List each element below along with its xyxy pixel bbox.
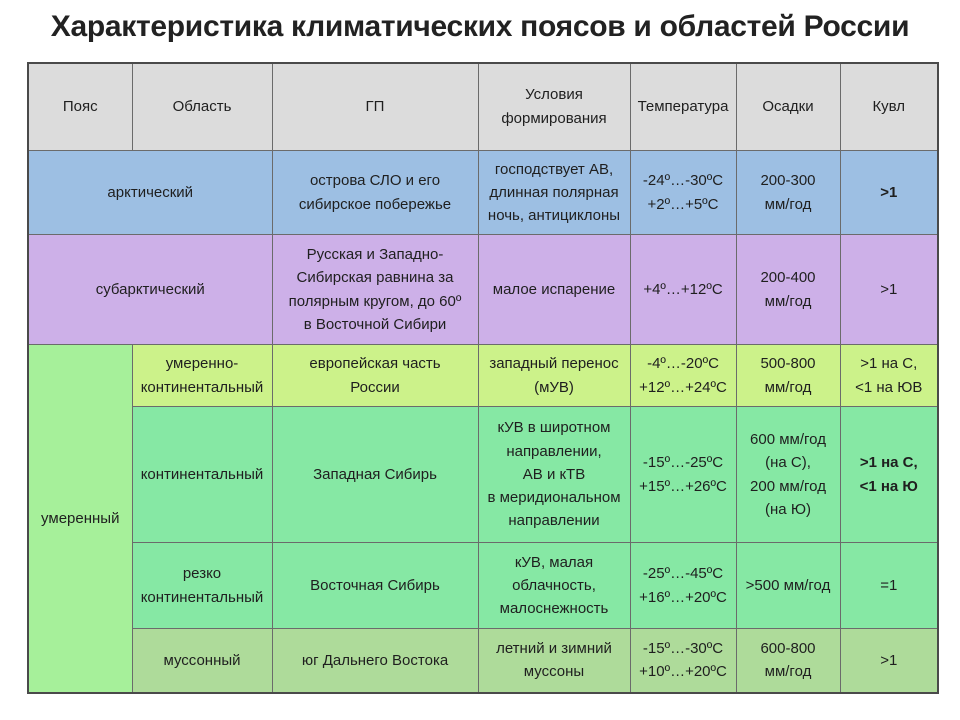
k-cell <box>840 543 938 629</box>
cell-line: малоснежность <box>499 600 609 618</box>
cell-line: >1 на С, <box>860 355 918 373</box>
cell-line: <1 на Ю <box>859 477 918 495</box>
cell-line: Западная Сибирь <box>313 465 437 483</box>
k-cell <box>840 407 938 543</box>
cell-line: 200 мм/год <box>750 477 826 495</box>
cell-line: острова СЛО и его <box>309 172 441 190</box>
cell-line: ночь, антициклоны <box>487 207 621 225</box>
cell-line: Восточная Сибирь <box>310 576 440 594</box>
cell-line: -15º…-25ºС <box>642 454 724 472</box>
zone-cell: арктический <box>28 151 272 235</box>
cell-line: >1 <box>880 651 898 669</box>
cell-line: длинная полярная <box>489 183 619 201</box>
cell-line: -24º…-30ºС <box>642 172 724 190</box>
table-row <box>28 235 938 345</box>
zone-cell: субарктический <box>28 235 272 345</box>
cell-line: России <box>350 378 400 396</box>
cell-line: Сибирская равнина за <box>296 269 454 287</box>
table-row <box>28 151 938 235</box>
cell-line: муссоны <box>523 663 585 681</box>
cell-line: мм/год <box>764 663 812 681</box>
gp-cell <box>272 629 478 693</box>
cell-line: континентальный <box>140 465 264 483</box>
cell-line: западный перенос <box>489 355 619 373</box>
header-cell: Осадки <box>736 63 840 151</box>
cell-line: полярным кругом, до 60º <box>288 292 462 310</box>
table-row <box>28 407 938 543</box>
header-cell: Пояс <box>28 63 132 151</box>
cell-line: направлении, <box>506 442 602 460</box>
cell-line: 600 мм/год <box>750 431 826 448</box>
cell-line: мм/год <box>764 195 812 213</box>
gp-cell <box>272 543 478 629</box>
conditions-cell <box>478 407 630 543</box>
conditions-cell <box>478 543 630 629</box>
header-cell: Температура <box>630 63 736 151</box>
cell-line: сибирское побережье <box>298 195 452 213</box>
cell-line: малое испарение <box>492 280 616 298</box>
k-cell <box>840 345 938 407</box>
cell-line: облачность, <box>512 576 596 594</box>
cell-line: господствует АВ, <box>494 160 614 178</box>
conditions-cell <box>478 345 630 407</box>
cell-line: (мУВ) <box>534 378 574 396</box>
conditions-cell <box>478 151 630 235</box>
cell-line: +4º…+12ºС <box>643 280 723 298</box>
cell-line: АВ и кТВ <box>522 465 586 483</box>
cell-line: Русская и Западно- <box>306 246 444 263</box>
temperature-cell <box>630 407 736 543</box>
temperature-cell <box>630 629 736 693</box>
cell-line: направлении <box>508 512 600 530</box>
cell-line: (на С), <box>765 454 811 472</box>
cell-line: летний и зимний <box>496 640 612 657</box>
gp-cell <box>272 345 478 407</box>
cell-line: в меридиональном <box>487 489 621 507</box>
header-cell: Кувл <box>840 63 938 151</box>
page-title: Характеристика климатических поясов и областей России <box>50 10 910 43</box>
gp-cell <box>272 407 478 543</box>
cell-line: -25º…-45ºС <box>642 565 724 583</box>
header-cell: Область <box>132 63 272 151</box>
cell-line: мм/год <box>764 292 812 310</box>
precipitation-cell <box>736 345 840 407</box>
precipitation-cell <box>736 629 840 693</box>
cell-line: в Восточной Сибири <box>303 315 447 333</box>
k-cell: >1 <box>840 235 938 345</box>
cell-line: резко <box>182 565 222 583</box>
temperature-cell <box>630 543 736 629</box>
table-row <box>28 345 938 407</box>
header-row <box>28 63 938 151</box>
cell-line: мм/год <box>764 378 812 396</box>
precipitation-cell <box>736 235 840 345</box>
cell-line: +16º…+20ºС <box>639 588 727 606</box>
cell-line: 200-300 <box>760 172 816 190</box>
cell-line: европейская часть <box>309 355 441 373</box>
precipitation-cell <box>736 151 840 235</box>
cell-line: континентальный <box>140 378 264 396</box>
cell-line: континентальный <box>140 588 264 606</box>
cell-line: кУВ, малая <box>514 553 594 571</box>
table-row <box>28 629 938 693</box>
cell-line: =1 <box>880 576 898 594</box>
k-cell <box>840 629 938 693</box>
gp-cell <box>272 151 478 235</box>
cell-line: 600-800 <box>760 640 816 657</box>
cell-line: <1 на ЮВ <box>855 378 923 396</box>
cell-line: муссонный <box>163 651 241 669</box>
cell-line: 500-800 <box>760 355 816 373</box>
cell-line: (на Ю) <box>765 500 811 518</box>
cell-line: +10º…+20ºС <box>639 663 727 681</box>
area-cell <box>132 629 272 693</box>
gp-cell <box>272 235 478 345</box>
conditions-cell <box>478 629 630 693</box>
conditions-cell <box>478 235 630 345</box>
table-row <box>28 543 938 629</box>
k-cell: >1 <box>840 151 938 235</box>
cell-line: +12º…+24ºС <box>639 378 727 396</box>
header-cell: ГП <box>272 63 478 151</box>
area-cell <box>132 345 272 407</box>
temperature-cell <box>630 235 736 345</box>
temperature-cell <box>630 151 736 235</box>
cell-line: >1 на С, <box>859 454 918 472</box>
cell-line: >500 мм/год <box>745 576 831 594</box>
cell-line: кУВ в широтном <box>497 419 611 437</box>
zone-cell: умеренный <box>28 345 132 693</box>
temperature-cell <box>630 345 736 407</box>
climate-table <box>27 62 939 694</box>
cell-line: -15º…-30ºС <box>642 640 724 657</box>
header-cell: Условия формирования <box>478 63 630 151</box>
precipitation-cell <box>736 543 840 629</box>
cell-line: юг Дальнего Востока <box>301 651 449 669</box>
cell-line: -4º…-20ºС <box>647 355 719 373</box>
area-cell <box>132 407 272 543</box>
cell-line: умеренно- <box>165 355 239 373</box>
area-cell <box>132 543 272 629</box>
cell-line: 200-400 <box>760 269 816 287</box>
cell-line: +2º…+5ºС <box>647 195 719 213</box>
cell-line: +15º…+26ºС <box>639 477 727 495</box>
precipitation-cell <box>736 407 840 543</box>
